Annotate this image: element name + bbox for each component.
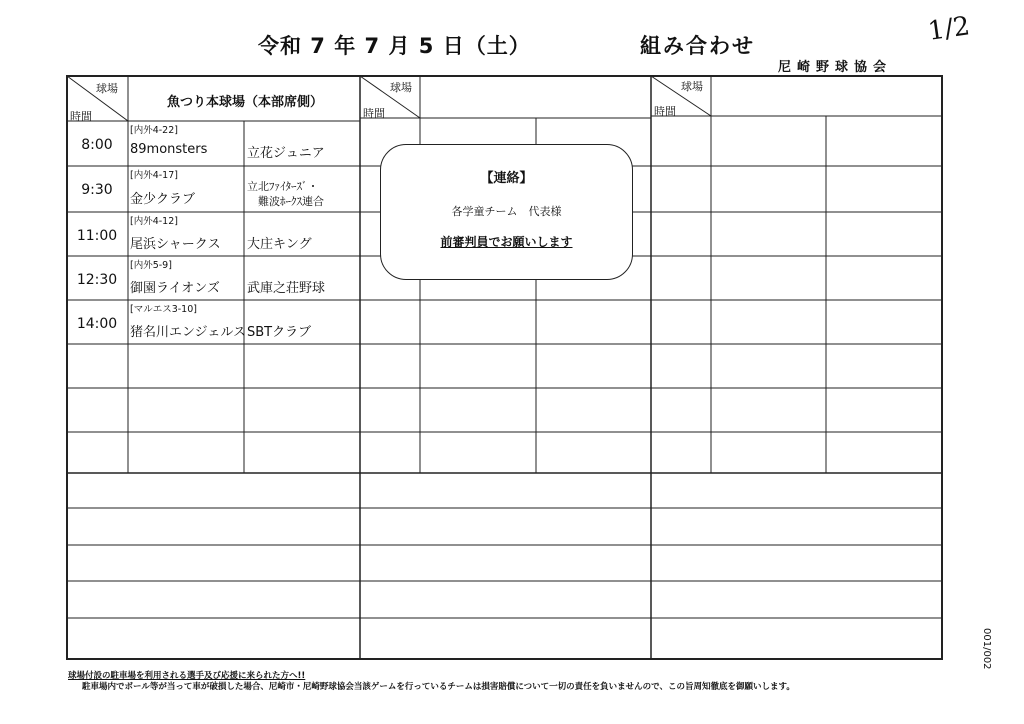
time-slot: 11:00 <box>76 228 118 244</box>
team-a: 金少クラブ <box>130 192 196 207</box>
game-code: [内外4-22] <box>130 125 178 136</box>
game-code: [マルエス3-10] <box>130 304 197 315</box>
footer-heading: 球場付設の駐車場を利用される選手及び応援に来られた方へ!! <box>68 671 306 681</box>
team-b: SBTクラブ <box>247 325 312 340</box>
footer-disclaimer: 駐車場内でボール等が当って車が破損した場合、尼崎市・尼崎野球協会当該ゲームを行っているチームは損害賠償について一切の責任を負いませんので、この旨周知徹底を御願いします。 <box>82 682 795 692</box>
field-name: 魚つり本球場（本部席側） <box>167 95 324 110</box>
time-slot: 12:30 <box>76 272 118 288</box>
field-label-3: 球場 <box>681 80 703 93</box>
field-label-2: 球場 <box>390 81 412 94</box>
team-b: 立花ジュニア <box>247 146 325 161</box>
notice-message: 前審判員でお願いします <box>440 235 573 249</box>
game-code: [内外5-9] <box>130 260 172 271</box>
page-number-handwritten: 1/2 <box>926 11 972 47</box>
time-label-3: 時間 <box>654 105 676 118</box>
page-title: 組み合わせ <box>640 34 755 58</box>
game-code: [内外4-17] <box>130 170 178 181</box>
association-name: 尼崎野球協会 <box>778 60 893 75</box>
notice-box <box>380 144 633 280</box>
field-label-1: 球場 <box>96 82 118 95</box>
notice-heading: 【連絡】 <box>480 171 533 186</box>
schedule-date: 令和 7 年 7 月 5 日（土） <box>258 34 531 58</box>
team-a: 尾浜シャークス <box>130 237 221 252</box>
notice-recipient: 各学童チーム 代表様 <box>451 205 562 218</box>
game-code: [内外4-12] <box>130 216 178 227</box>
team-a: 御園ライオンズ <box>130 281 220 296</box>
time-slot: 9:30 <box>81 182 113 198</box>
team-b-line2: 難波ﾎｰｸｽ連合 <box>258 195 324 208</box>
team-a: 猪名川エンジェルス <box>130 325 247 340</box>
time-label-1: 時間 <box>70 110 92 123</box>
time-slot: 14:00 <box>76 316 118 332</box>
team-b: 武庫之荘野球 <box>247 281 326 296</box>
team-b-line1: 立北ﾌｧｲﾀｰｽﾞ・ <box>247 180 319 193</box>
time-label-2: 時間 <box>363 107 385 120</box>
team-b: 大庄キング <box>247 237 312 252</box>
team-a: 89monsters <box>130 142 208 157</box>
time-slot: 8:00 <box>81 137 113 153</box>
fax-page-mark: 001/002 <box>981 628 992 670</box>
